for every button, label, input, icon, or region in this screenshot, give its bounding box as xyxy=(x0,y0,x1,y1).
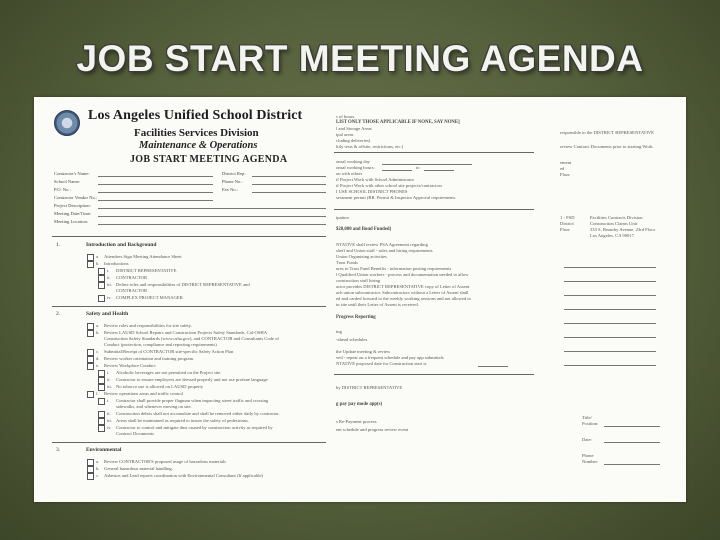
field-line xyxy=(564,365,656,366)
section-divider xyxy=(52,236,326,237)
page-text: Floor xyxy=(560,227,570,232)
item-text: CONTRACTOR xyxy=(116,275,148,280)
field-line xyxy=(252,184,326,185)
item-mark: c. xyxy=(96,473,100,478)
page-text: Facilities Contracts Division xyxy=(590,215,643,220)
checkbox[interactable] xyxy=(87,330,94,337)
checkbox[interactable] xyxy=(87,466,94,473)
item-text: Construction Safety Standards (www.osha.gov), and CONTRACTOR and Consultants Code of xyxy=(104,336,279,341)
section-divider xyxy=(334,209,534,210)
page-text: $20,000 and Bond Funded) xyxy=(336,227,392,232)
field-line xyxy=(98,216,326,217)
item-text: COMPLEX PROJECT MANAGER xyxy=(116,295,183,300)
checkbox[interactable] xyxy=(87,349,94,356)
district-name: Los Angeles Unified School District xyxy=(88,108,303,123)
field-line xyxy=(252,192,326,193)
page-text: actor provides DISTRICT REPRESENTATIVE copy of Letter of Assent xyxy=(336,284,470,289)
field-line xyxy=(564,309,656,310)
field-label: Contractor's Name: xyxy=(54,171,90,176)
page-text: -ahead schedules xyxy=(336,337,368,342)
division-line-2: Maintenance & Operations xyxy=(139,140,258,151)
item-mark: b. xyxy=(96,261,100,266)
page-text: l and Storage Areas xyxy=(336,126,372,131)
item-text: Introductions xyxy=(104,261,129,266)
page-text: LIST ONLY THOSE APPLICABLE IF NONE, SAY NONE] xyxy=(336,120,460,125)
field-line xyxy=(564,267,656,268)
page-text: ement xyxy=(560,160,572,165)
page-text: on with others xyxy=(336,171,363,176)
page-text: the Update meeting & review xyxy=(336,349,391,354)
page-text: Phone xyxy=(582,453,594,458)
section-divider xyxy=(52,442,326,443)
checkbox[interactable] xyxy=(98,370,105,377)
item-text: General hazardous material handling. xyxy=(104,466,173,471)
item-text: DISTRICT REPRESENTATIVE xyxy=(116,268,177,273)
page-text: ved - repeat on a frequent schedule and pay app submittals xyxy=(336,355,444,360)
page-text: s of hours. xyxy=(336,114,356,119)
page-text: 1 - FSD xyxy=(560,215,575,220)
field-line xyxy=(252,176,326,177)
section-number: 1. xyxy=(56,242,61,248)
page-text: Floor xyxy=(560,172,570,177)
field-line xyxy=(564,351,656,352)
page-text: by DISTRICT REPRESENTATIVE xyxy=(336,385,403,390)
page-text: ltily tests & offsite, restrictions, etc.] xyxy=(336,144,404,149)
item-mark: a. xyxy=(96,254,100,259)
page-text: ent schedule and progress review event xyxy=(336,427,409,432)
item-text: Contractor to control and mitigate dust caused by construction activity as required by xyxy=(116,425,273,430)
checkbox[interactable] xyxy=(98,398,105,405)
field-line xyxy=(98,176,213,177)
section-divider xyxy=(334,374,534,375)
checkbox[interactable] xyxy=(87,459,94,466)
item-mark: a. xyxy=(96,323,100,328)
field-label: Project Description: xyxy=(54,203,91,208)
item-text: Construction debris shall not accumulate and shall be removed either daily by contractor. xyxy=(116,411,280,416)
page-text: construction staff hiring xyxy=(336,278,381,283)
page-text: Union Organizing activities xyxy=(336,254,387,259)
field-label: Meeting Location: xyxy=(54,219,89,224)
item-mark: ii. xyxy=(107,411,111,416)
field-line xyxy=(564,323,656,324)
section-divider xyxy=(334,152,534,153)
field-line xyxy=(382,170,412,171)
page-text: if Project Work with other school site projects/contractors xyxy=(336,183,443,188)
item-text: Review worker orientation and training program xyxy=(104,356,194,361)
item-text: Contractor shall provide proper flagman when impacting street traffic and crossing xyxy=(116,398,269,403)
item-text: CONTRACTOR xyxy=(116,288,148,293)
page-text: ed xyxy=(560,166,565,171)
blank-separator: to xyxy=(416,165,420,170)
slide-title: JOB START MEETING AGENDA xyxy=(76,38,644,79)
item-text: sidewalks, and whenever moving on site. xyxy=(116,404,192,409)
field-label: School Name: xyxy=(54,179,81,184)
page-text: s Re-Payment process xyxy=(336,419,377,424)
page-text: ipation xyxy=(336,215,349,220)
section-divider xyxy=(52,306,326,307)
page-text: NTATIVE proposed date for Construction start is xyxy=(336,361,427,366)
agenda-page-right xyxy=(332,97,686,502)
page-text: l Qualified Union workers - process and documentation needed to allow xyxy=(336,272,469,277)
division-line-1: Facilities Services Division xyxy=(134,127,259,139)
item-mark: iv. xyxy=(107,295,112,300)
item-mark: iii. xyxy=(107,418,112,423)
section-title: Safety and Health xyxy=(86,311,129,317)
page-text: Construction Claims Unit xyxy=(590,221,638,226)
field-line xyxy=(98,224,326,225)
field-line xyxy=(564,337,656,338)
page-text: onsal working day xyxy=(336,159,370,164)
item-mark: iii. xyxy=(107,282,112,287)
field-line xyxy=(98,184,213,185)
item-text: Review operations areas and traffic control xyxy=(104,391,184,396)
field-line xyxy=(382,164,472,165)
checkbox[interactable] xyxy=(98,295,105,302)
item-mark: i. xyxy=(107,398,110,403)
field-line xyxy=(98,200,213,201)
checkbox[interactable] xyxy=(98,425,105,432)
page-text: District xyxy=(560,221,574,226)
item-text: Attendees Sign Meeting Attendance Sheet xyxy=(104,254,182,259)
page-text: sheff and Union staff - rules and hiring requirements xyxy=(336,248,433,253)
page-text: cluding deliveries) xyxy=(336,138,371,143)
district-seal-icon xyxy=(54,110,80,136)
page-text: ing xyxy=(336,329,342,334)
item-text: Asbestos and Lead reports coordination with Environmental Consultant (If applicable) xyxy=(104,473,264,478)
item-text: Define roles and responsibilities of DISTRICT REPRESENTATIVE and xyxy=(116,282,250,287)
item-text: Contract Documents xyxy=(116,431,154,436)
item-text: Areas shall be maintained as required to insure the safety of pedestrians. xyxy=(116,418,249,423)
page-text: 333 S. Beaudry Avenue, 23rd Floor xyxy=(590,227,656,232)
item-mark: iv. xyxy=(107,425,112,430)
checkbox[interactable] xyxy=(87,356,94,363)
document-title: JOB START MEETING AGENDA xyxy=(130,154,288,165)
checkbox[interactable] xyxy=(98,268,105,275)
item-text: Review Workplace Conduct xyxy=(104,363,156,368)
field-line xyxy=(604,426,660,427)
section-title: Introduction and Background xyxy=(86,242,157,248)
checkbox[interactable] xyxy=(87,473,94,480)
agenda-page-left xyxy=(34,97,330,502)
item-mark: f. xyxy=(96,391,99,396)
item-text: Review CONTRACTOR'S proposed usage of hazardous materials xyxy=(104,459,226,464)
checkbox[interactable] xyxy=(87,363,94,370)
item-text: Review LAUSD School Repairs and Construction Projects Safety Standards, Cal-OSHA xyxy=(104,330,268,335)
field-line xyxy=(604,442,660,443)
page-text: ach union subcontractor. Subcontractors without a Letter of Assent shall xyxy=(336,290,469,295)
page-text: sessment permit (BR. Permit & Inspector Approval requirements xyxy=(336,195,456,200)
item-mark: i. xyxy=(107,370,110,375)
section-number: 3. xyxy=(56,447,61,453)
field-line xyxy=(478,366,508,367)
page-text: g pay pay mode app(s) xyxy=(336,402,383,407)
section-number: 2. xyxy=(56,311,61,317)
item-mark: c. xyxy=(96,349,100,354)
item-mark: b. xyxy=(96,466,100,471)
item-text: Review roles and responsibilities for site safety. xyxy=(104,323,192,328)
field-line xyxy=(98,208,326,209)
page-text: I USE SCHOOL DISTRICT PHONES xyxy=(336,189,408,194)
field-label: P.O. No.: xyxy=(54,187,71,192)
item-mark: d. xyxy=(96,356,100,361)
item-text: Conduct (protection, compliance and reporting requirements) xyxy=(104,342,217,347)
checkbox[interactable] xyxy=(98,282,105,289)
field-label: Meeting Date/Time: xyxy=(54,211,92,216)
page-text: responsible to the DISTRICT REPRESENTATIVE xyxy=(560,130,654,135)
checkbox[interactable] xyxy=(98,418,105,425)
field-line xyxy=(564,295,656,296)
item-text: No tobacco use is allowed on LAUSD property xyxy=(116,384,204,389)
page-text: review Contract Documents prior to starting Work. xyxy=(560,144,654,149)
page-text: ed and carded forward to the weekly working sessions and not allowed to xyxy=(336,296,471,301)
page-text: in site until their Letter of Assent is received. xyxy=(336,302,419,307)
item-text: Alcoholic beverages are not permitted on the Project site. xyxy=(116,370,222,375)
field-label: Contractor Vendor No.: xyxy=(54,195,98,200)
page-text: if Project Work with School Administrator xyxy=(336,177,415,182)
checkbox[interactable] xyxy=(87,261,94,268)
page-text: ures to Trust Fund Benefits - information posting requirements xyxy=(336,266,452,271)
page-text: Trust Funds xyxy=(336,260,358,265)
checkbox[interactable] xyxy=(87,254,94,261)
page-text: Position: xyxy=(582,421,599,426)
checkbox[interactable] xyxy=(98,275,105,282)
field-line xyxy=(564,281,656,282)
page-text: Number: xyxy=(582,459,599,464)
field-label: Phone No.: xyxy=(222,179,243,184)
field-line xyxy=(604,464,660,465)
page-text: NTATIVE shall review PSA Agreement regarding xyxy=(336,242,428,247)
item-mark: ii. xyxy=(107,275,111,280)
field-label: Fax No.: xyxy=(222,187,239,192)
page-text: Los Angeles, CA 90017 xyxy=(590,233,634,238)
checkbox[interactable] xyxy=(98,377,105,384)
item-text: Submittal/Receipt of CONTRACTOR site-specific Safety Action Plan xyxy=(104,349,234,354)
checkbox[interactable] xyxy=(87,391,94,398)
checkbox[interactable] xyxy=(98,384,105,391)
checkbox[interactable] xyxy=(98,411,105,418)
page-text: Date: xyxy=(582,437,592,442)
agenda-document xyxy=(34,97,686,502)
item-mark: b. xyxy=(96,330,100,335)
item-mark: iii. xyxy=(107,384,112,389)
page-text: Title/ xyxy=(582,415,592,420)
field-line xyxy=(424,170,454,171)
field-line xyxy=(98,192,213,193)
item-mark: i. xyxy=(107,268,110,273)
page-text: Progress Reporting xyxy=(336,315,376,320)
item-mark: ii. xyxy=(107,377,111,382)
item-text: Contractor to ensure employees are dressed properly and not use profane language xyxy=(116,377,268,382)
item-mark: a. xyxy=(96,459,100,464)
section-title: Environmental xyxy=(86,447,122,453)
item-mark: e. xyxy=(96,363,100,368)
page-text: onsal working hours: xyxy=(336,165,375,170)
checkbox[interactable] xyxy=(87,323,94,330)
page-text: ipal areas xyxy=(336,132,354,137)
field-label: District Rep: xyxy=(222,171,246,176)
